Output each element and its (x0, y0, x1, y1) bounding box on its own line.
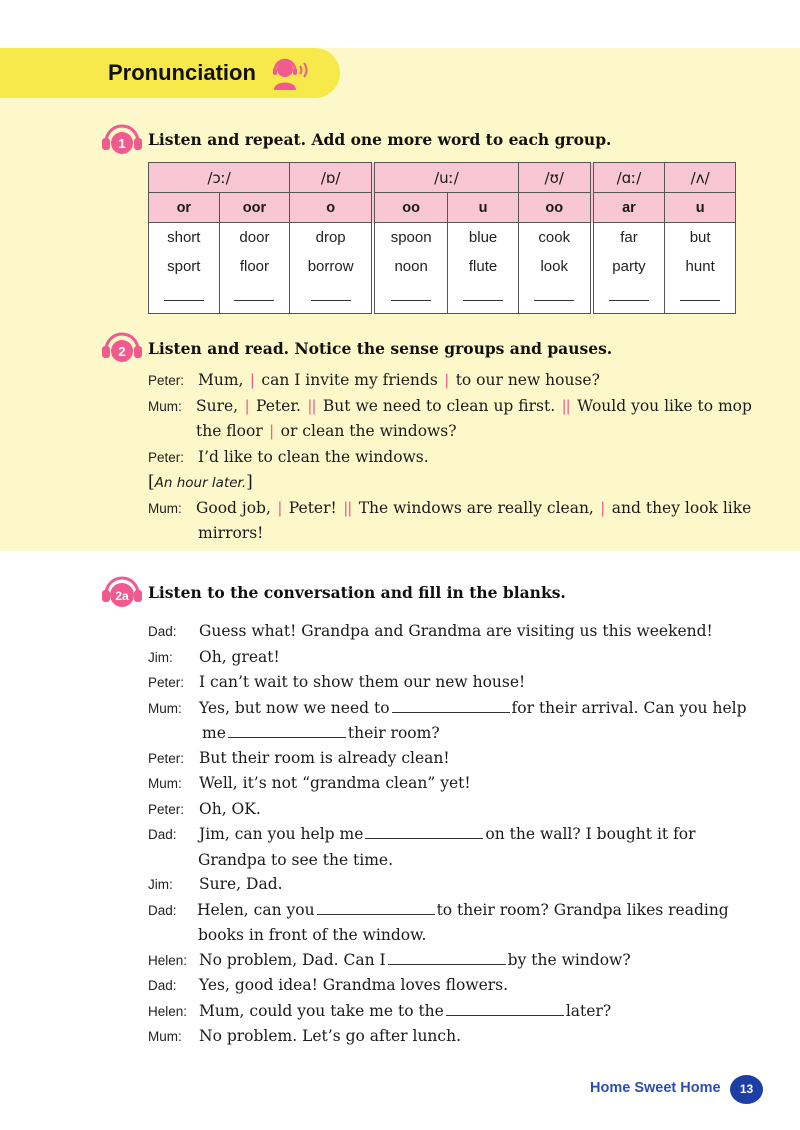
section-2-number: 2 (118, 344, 126, 359)
pause-mark: | (250, 372, 255, 389)
sound-header: /ʊ/ (518, 163, 591, 193)
dialogue-line: Dad: Jim, can you help me on the wall? I bought it for (148, 822, 747, 848)
speaker-label: Jim: (148, 649, 173, 665)
word: far (620, 229, 638, 246)
word-cell (219, 223, 290, 314)
spelling-header: or (149, 193, 220, 223)
dialogue-line: Dad: Helen, can you to their room? Grandpa likes reading (148, 898, 747, 924)
sense-group-dialogue (148, 368, 752, 546)
sound-header: /ɑː/ (592, 163, 665, 193)
answer-blank[interactable] (234, 285, 274, 301)
word: door (239, 229, 270, 246)
spelling-header: oor (219, 193, 290, 223)
dialogue-line: Mum: Good job, | Peter! || The windows are really clean, | and they look like (148, 496, 752, 522)
word: flute (468, 258, 498, 275)
word-cell (592, 223, 665, 314)
pause-mark: | (600, 499, 605, 517)
section-number-badge-1 (100, 122, 144, 156)
speaker-label: Mum: (148, 398, 182, 414)
answer-blank[interactable] (680, 285, 720, 301)
section-1-number: 1 (118, 136, 126, 151)
speaker-label: Dad: (148, 902, 177, 918)
section-2a-instruction: Listen to the conversation and fill in the blanks. (148, 583, 566, 602)
dialogue-line: Grandpa to see the time. (198, 850, 394, 869)
fill-in-dialogue (148, 619, 747, 1050)
section-1-instruction: Listen and repeat. Add one more word to each group. (148, 130, 612, 149)
word-cell (373, 223, 448, 314)
word: blue (468, 229, 498, 246)
dialogue-line: Jim: Oh, great! (148, 645, 747, 671)
dialogue-line: Peter: I can’t wait to show them our new house! (148, 670, 747, 696)
speaker-label: Peter: (148, 373, 185, 388)
phonics-table (148, 162, 736, 314)
dialogue-line: me their room? (202, 724, 440, 742)
sound-header: /ɒ/ (290, 163, 373, 193)
spelling-header: u (448, 193, 519, 223)
speaker-label: Jim: (148, 877, 173, 892)
dialogue-line: Peter: I’d like to clean the windows. (148, 445, 752, 471)
word-cell (290, 223, 373, 314)
speaker-label: Peter: (148, 675, 185, 690)
section-number-badge-2 (100, 330, 144, 364)
word-cell (665, 223, 736, 314)
word: drop (315, 229, 346, 246)
dialogue-line: Peter: Oh, OK. (148, 797, 747, 823)
speaker-label: Peter: (148, 801, 185, 817)
long-pause-mark: || (562, 397, 571, 415)
answer-blank[interactable] (164, 285, 204, 301)
section-title: Pronunciation (108, 60, 256, 85)
dialogue-line: Helen: Mum, could you take me to the later? (148, 999, 747, 1025)
unit-title: Home Sweet Home (590, 1080, 721, 1096)
dialogue-line: Helen: No problem, Dad. Can I by the window? (148, 948, 747, 974)
answer-blank[interactable] (391, 285, 431, 301)
word: sport (167, 258, 201, 275)
headset-speaking-icon (268, 56, 310, 92)
spelling-header: ar (592, 193, 665, 223)
word: spoon (390, 229, 432, 246)
fill-in-blank[interactable] (317, 899, 435, 915)
answer-blank[interactable] (534, 285, 574, 301)
speaker-label: Dad: (148, 827, 177, 842)
page-number: 13 (730, 1075, 763, 1104)
speaker-label: Peter: (148, 750, 185, 766)
word: party (612, 258, 646, 275)
spelling-header: u (665, 193, 736, 223)
fill-in-blank[interactable] (228, 722, 346, 738)
dialogue-line: Mum: No problem. Let’s go after lunch. (148, 1024, 747, 1050)
sound-header: /ɔː/ (149, 163, 290, 193)
word: noon (394, 258, 428, 275)
pause-mark: | (444, 372, 449, 389)
pause-mark: | (277, 499, 282, 517)
fill-in-blank[interactable] (388, 949, 506, 965)
pause-mark: | (245, 397, 250, 415)
word-cell (149, 223, 220, 314)
dialogue-line: books in front of the window. (198, 926, 427, 944)
section-number-badge-2a (100, 574, 144, 608)
sound-header: /uː/ (373, 163, 518, 193)
speaker-label: Mum: (148, 1029, 182, 1044)
spelling-header: oo (373, 193, 448, 223)
word: cook (538, 229, 571, 246)
speaker-label: Peter: (148, 449, 185, 465)
word: floor (239, 258, 270, 275)
word: hunt (685, 258, 715, 275)
fill-in-blank[interactable] (365, 823, 483, 839)
answer-blank[interactable] (311, 285, 351, 301)
spelling-header: o (290, 193, 373, 223)
long-pause-mark: || (343, 499, 352, 517)
dialogue-line: Peter: Mum, | can I invite my friends | to our new house? (148, 368, 752, 394)
fill-in-blank[interactable] (446, 1000, 564, 1016)
dialogue-line: the floor | or clean the windows? (196, 422, 457, 440)
section-2a-number: 2a (115, 589, 129, 603)
speaker-label: Mum: (148, 500, 182, 516)
long-pause-mark: || (307, 397, 316, 415)
speaker-label: Dad: (148, 624, 177, 639)
word: look (540, 258, 568, 275)
dialogue-line: Dad: Guess what! Grandpa and Grandma are visiting us this weekend! (148, 619, 747, 645)
pause-mark: | (269, 423, 274, 440)
speaker-label: Helen: (148, 952, 188, 968)
word-cell (448, 223, 519, 314)
dialogue-line: Jim: Sure, Dad. (148, 872, 747, 898)
section-2-instruction: Listen and read. Notice the sense groups and pauses. (148, 339, 613, 358)
speaker-label: Helen: (148, 1003, 188, 1019)
dialogue-line: Peter: But their room is already clean! (148, 746, 747, 772)
dialogue-line: Mum: Yes, but now we need to for their arrival. Can you help (148, 696, 747, 722)
sound-header: /ʌ/ (665, 163, 736, 193)
dialogue-line: Dad: Yes, good idea! Grandma loves flowers. (148, 973, 747, 999)
word-cell (518, 223, 591, 314)
answer-blank[interactable] (609, 285, 649, 301)
word: short (167, 229, 201, 246)
fill-in-blank[interactable] (392, 697, 510, 713)
spelling-header: oo (518, 193, 591, 223)
stage-direction: [An hour later.] (148, 472, 253, 492)
dialogue-line: Mum: Well, it’s not “grandma clean” yet! (148, 771, 747, 797)
dialogue-line: Mum: Sure, | Peter. || But we need to clean up first. || Would you like to mop (148, 394, 752, 420)
speaker-label: Dad: (148, 978, 177, 993)
speaker-label: Mum: (148, 700, 182, 716)
dialogue-line: mirrors! (198, 524, 264, 542)
word: but (689, 229, 711, 246)
answer-blank[interactable] (463, 285, 503, 301)
word: borrow (307, 258, 354, 275)
speaker-label: Mum: (148, 776, 182, 791)
